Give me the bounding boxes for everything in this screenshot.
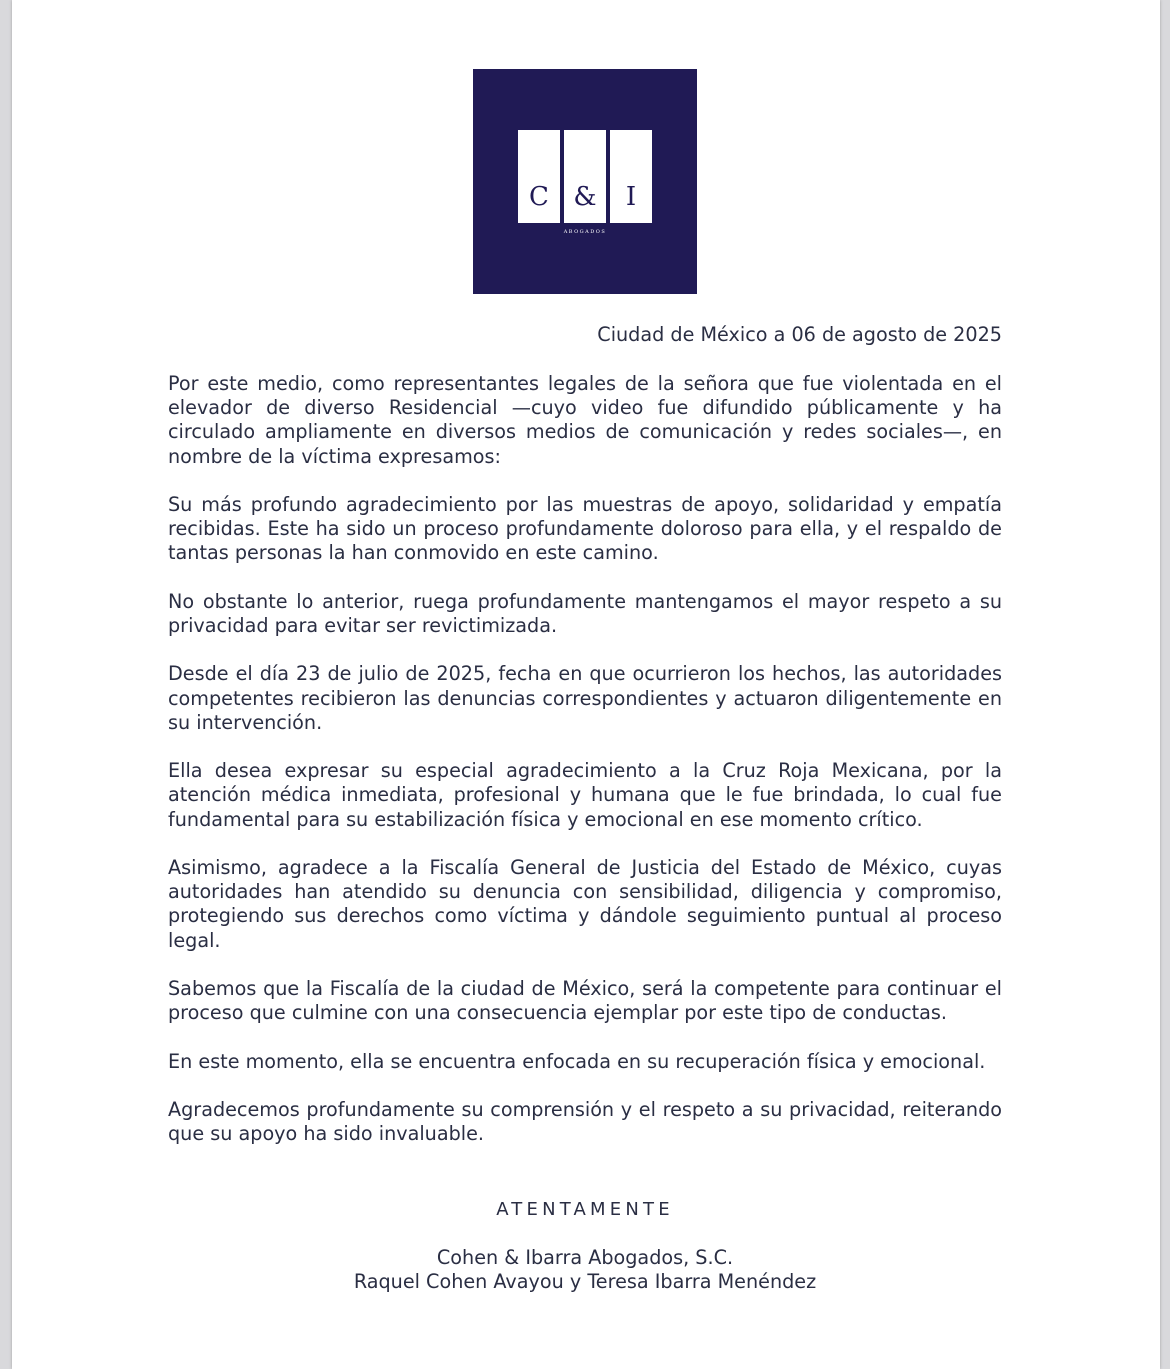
logo-letter: I: [625, 182, 637, 212]
body-paragraph: Sabemos que la Fiscalía de la ciudad de México, será la competente para continuar el proceso que culmine con una consecuencia ejemplar por este tipo de conductas.: [168, 976, 1002, 1025]
logo-letter: &: [573, 182, 597, 212]
body-paragraph: Agradecemos profundamente su comprensión y el respeto a su privacidad, reiterando que su apoyo ha sido invaluable.: [168, 1097, 1002, 1146]
signatory-names: Raquel Cohen Avayou y Teresa Ibarra Menéndez: [353, 1270, 817, 1294]
logo-pillar: [610, 130, 652, 223]
signatory-block: [0, 1246, 1170, 1294]
body-paragraph: Su más profundo agradecimiento por las muestras de apoyo, solidaridad y empatía recibidas. Este ha sido un proceso profundamente doloroso para ella, y el respaldo de tantas personas la han conmovido en este camino.: [168, 493, 1002, 565]
body-paragraph: Ella desea expresar su especial agradecimiento a la Cruz Roja Mexicana, por la atención médica inmediata, profesional y humana que le fue brindada, lo cual fue fundamental para su estabilización física y emocional en ese momento crítico.: [168, 759, 1002, 831]
logo-pillar: [518, 130, 560, 223]
body-paragraph: Asimismo, agradece a la Fiscalía General de Justicia del Estado de México, cuyas autoridades han atendido su denuncia con sensibilidad, diligencia y compromiso, protegiendo sus derechos como víctima y dándole seguimiento puntual al proceso legal.: [168, 855, 1002, 952]
body-paragraph: Desde el día 23 de julio de 2025, fecha en que ocurrieron los hechos, las autoridades competentes recibieron las denuncias correspondientes y actuaron diligentemente en su intervención.: [168, 662, 1002, 734]
closing-salutation: ATENTAMENTE: [496, 1199, 674, 1220]
logo-pillar: [564, 130, 606, 223]
date-line: Ciudad de México a 06 de agosto de 2025: [597, 323, 1002, 346]
firm-name: Cohen & Ibarra Abogados, S.C.: [436, 1246, 734, 1269]
body-paragraph: En este momento, ella se encuentra enfocada en su recuperación física y emocional.: [168, 1049, 986, 1073]
firm-logo: [473, 69, 697, 294]
body-paragraph: Por este medio, como representantes legales de la señora que fue violentada en el elevador de diverso Residencial —cuyo video fue difundido públicamente y ha circulado ampliamente en diversos medios de comunicación y redes sociales—, en nombre de la víctima expresamos:: [168, 372, 1002, 468]
logo-subtitle: ABOGADOS: [563, 229, 607, 235]
logo-letter: C: [529, 182, 549, 212]
letter-body: [168, 372, 1002, 1171]
body-paragraph: No obstante lo anterior, ruega profundamente mantengamos el mayor respeto a su privacidad para evitar ser revictimizada.: [168, 589, 1002, 637]
